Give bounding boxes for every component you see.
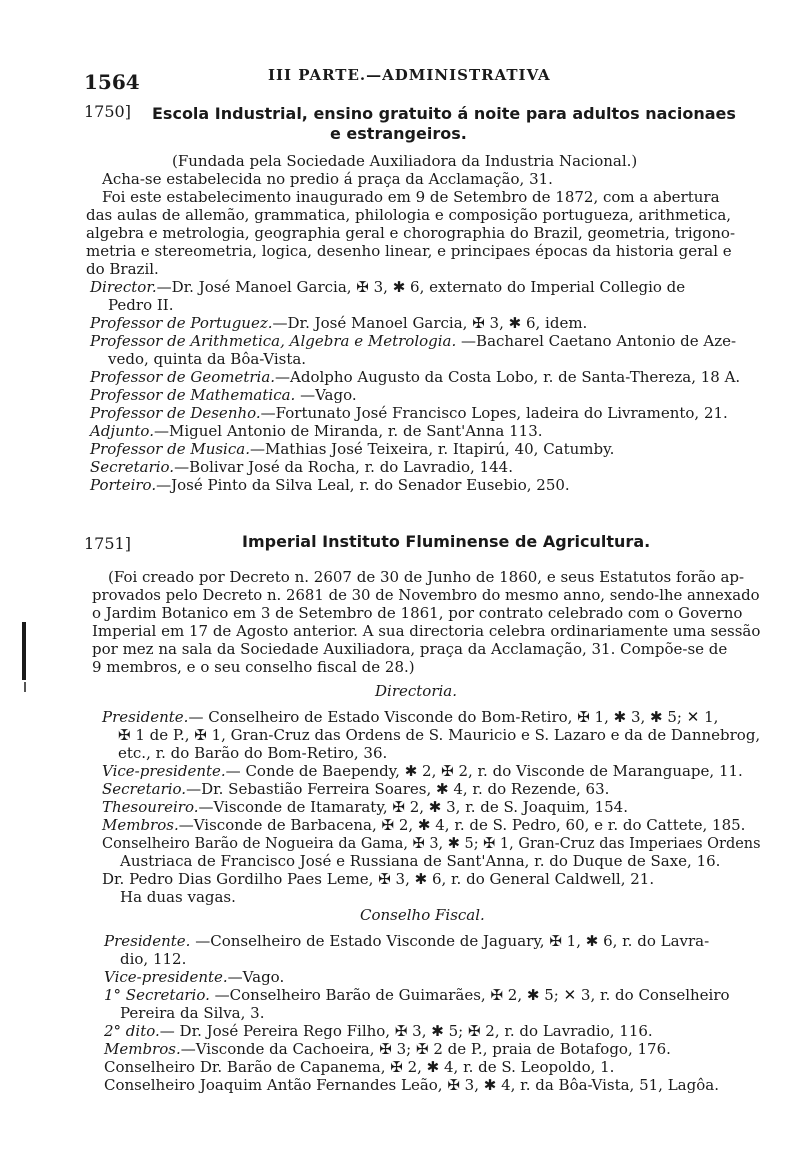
staff-entry [90, 314, 587, 332]
member-details: Conselheiro Dr. Barão de Capanema, ✠ 2, ✱ 4, r. de S. Leopoldo, 1. [104, 1058, 615, 1076]
member-details: dio, 112. [120, 950, 187, 968]
member-details: —Conselheiro Barão de Guimarães, ✠ 2, ✱ 5; ✕ 3, r. do Conselheiro [209, 986, 730, 1004]
staff-role: Professor de Mathematica. [90, 386, 296, 404]
section-1750-title-line2: e estrangeiros. [330, 124, 467, 143]
member-entry [120, 852, 720, 870]
member-entry [118, 744, 387, 762]
member-entry [104, 1040, 671, 1058]
section-1750-line: algebra e metrologia, geographia geral e chorographia do Brazil, geometria, trigono- [86, 224, 736, 242]
member-entry [102, 762, 743, 780]
member-details: Conselheiro Barão de Nogueira da Gama, ✠ 3, ✱ 5; ✠ 1, Gran-Cruz das Imperiaes Ordens [102, 834, 761, 852]
member-details: ✠ 1 de P., ✠ 1, Gran-Cruz das Ordens de S. Mauricio e S. Lazaro e da de Dannebrog, [118, 726, 761, 744]
member-entry [118, 726, 760, 744]
section-1750-line: metria e stereometria, logica, desenho linear, e principaes épocas da historia geral e [86, 242, 732, 260]
section-1751-intro: o Jardim Botanico em 3 de Setembro de 1861, por contrato celebrado com o Governo [92, 604, 743, 622]
staff-entry [108, 350, 306, 368]
staff-details: —Dr. José Manoel Garcia, ✠ 3, ✱ 6, externato do Imperial Collegio de [156, 278, 686, 296]
member-details: Dr. Pedro Dias Gordilho Paes Leme, ✠ 3, ✱ 6, r. do General Caldwell, 21. [102, 870, 655, 888]
member-details: etc., r. do Barão do Bom-Retiro, 36. [118, 744, 388, 762]
member-entry [102, 798, 628, 816]
member-role: 1° Secretario. [104, 986, 210, 1004]
member-entry [102, 780, 609, 798]
member-role: Vice-presidente. [104, 968, 228, 986]
member-details: Ha duas vagas. [120, 888, 236, 906]
member-details: —Visconde da Cachoeira, ✠ 3; ✠ 2 de P., praia de Botafogo, 176. [180, 1040, 671, 1058]
staff-details: —Bolivar José da Rocha, r. do Lavradio, 144. [174, 458, 513, 476]
member-details: — Dr. José Pereira Rego Filho, ✠ 3, ✱ 5; ✠ 2, r. do Lavradio, 116. [159, 1022, 653, 1040]
staff-role: Professor de Musica. [90, 440, 250, 458]
section-1750-number: 1750] [84, 102, 131, 121]
member-details: Austriaca de Francisco José e Russiana de Sant'Anna, r. do Duque de Saxe, 16. [120, 852, 721, 870]
member-entry [120, 950, 186, 968]
staff-entry [90, 368, 740, 386]
member-details: —Conselheiro de Estado Visconde de Jaguary, ✠ 1, ✱ 6, r. do Lavra- [190, 932, 710, 950]
staff-entry [90, 278, 685, 296]
member-details: — Conde de Baependy, ✱ 2, ✠ 2, r. do Visconde de Maranguape, 11. [225, 762, 743, 780]
member-entry [104, 1022, 653, 1040]
member-entry [104, 1076, 719, 1094]
member-details: Pereira da Silva, 3. [120, 1004, 265, 1022]
member-details: —Vago. [227, 968, 285, 986]
member-details: —Visconde de Itamaraty, ✠ 2, ✱ 3, r. de S. Joaquim, 154. [198, 798, 628, 816]
staff-details: —Vago. [295, 386, 357, 404]
staff-entry [90, 422, 543, 440]
member-role: Membros. [104, 1040, 181, 1058]
margin-ink-mark [22, 622, 26, 680]
member-role: Presidente. [104, 932, 191, 950]
section-1750-line: das aulas de allemão, grammatica, philologia e composição portugueza, arithmetica, [86, 206, 732, 224]
member-role: Presidente. [102, 708, 189, 726]
staff-details: —Adolpho Augusto da Costa Lobo, r. de Santa-Thereza, 18 A. [275, 368, 741, 386]
member-role: 2° dito. [104, 1022, 160, 1040]
section-1751-intro: (Foi creado por Decreto n. 2607 de 30 de Junho de 1860, e seus Estatutos forão ap- [108, 568, 745, 586]
section-1751-intro: por mez na sala da Sociedade Auxiliadora, praça da Acclamação, 31. Compõe-se de [92, 640, 728, 658]
staff-role: Professor de Desenho. [90, 404, 261, 422]
member-role: Thesoureiro. [102, 798, 199, 816]
page-number: 1564 [84, 70, 140, 94]
member-entry [102, 816, 745, 834]
member-details: —Dr. Sebastião Ferreira Soares, ✱ 4, r. do Rezende, 63. [186, 780, 610, 798]
staff-entry [108, 296, 174, 314]
staff-role: Professor de Portuguez. [90, 314, 273, 332]
member-details: —Visconde de Barbacena, ✠ 2, ✱ 4, r. de S. Pedro, 60, e r. do Cattete, 185. [178, 816, 746, 834]
staff-role: Adjunto. [90, 422, 154, 440]
staff-role: Professor de Geometria. [90, 368, 276, 386]
staff-entry [90, 458, 513, 476]
section-1751-intro: Imperial em 17 de Agosto anterior. A sua directoria celebra ordinariamente uma sessão [92, 622, 761, 640]
section-1750-note: (Fundada pela Sociedade Auxiliadora da Industria Nacional.) [172, 152, 638, 170]
section-1750-line: Foi este estabelecimento inaugurado em 9 de Setembro de 1872, com a abertura [102, 188, 720, 206]
staff-details: vedo, quinta da Bôa-Vista. [108, 350, 307, 368]
staff-entry [90, 404, 728, 422]
staff-entry [90, 332, 736, 350]
section-1750-title-line1: Escola Industrial, ensino gratuito á noite para adultos nacionaes [152, 104, 736, 123]
section-1751-number: 1751] [84, 534, 131, 553]
directoria-heading: Directoria. [375, 682, 458, 700]
staff-role: Director. [90, 278, 157, 296]
member-details: Conselheiro Joaquim Antão Fernandes Leão, ✠ 3, ✱ 4, r. da Bôa-Vista, 51, Lagôa. [104, 1076, 719, 1094]
member-entry [104, 1058, 614, 1076]
running-header: III PARTE.—ADMINISTRATIVA [268, 66, 551, 84]
member-entry [102, 870, 654, 888]
staff-role: Secretario. [90, 458, 175, 476]
member-entry [120, 1004, 264, 1022]
staff-details: —Fortunato José Francisco Lopes, ladeira do Livramento, 21. [260, 404, 728, 422]
staff-details: —Miguel Antonio de Miranda, r. de Sant'Anna 113. [153, 422, 543, 440]
member-role: Secretario. [102, 780, 187, 798]
member-entry [102, 708, 718, 726]
staff-entry [90, 476, 570, 494]
staff-entry [90, 386, 357, 404]
member-role: Membros. [102, 816, 179, 834]
staff-entry [90, 440, 614, 458]
member-entry [104, 932, 709, 950]
staff-details: Pedro II. [108, 296, 174, 314]
section-1750-line: do Brazil. [86, 260, 159, 278]
staff-details: —Mathias José Teixeira, r. Itapirú, 40, Catumby. [249, 440, 615, 458]
member-details: — Conselheiro de Estado Visconde do Bom-Retiro, ✠ 1, ✱ 3, ✱ 5; ✕ 1, [188, 708, 719, 726]
staff-details: —Bacharel Caetano Antonio de Aze- [456, 332, 737, 350]
section-1750-line: Acha-se estabelecida no predio á praça da Acclamação, 31. [102, 170, 553, 188]
staff-role: Porteiro. [90, 476, 157, 494]
member-entry [104, 968, 284, 986]
staff-role: Professor de Arithmetica, Algebra e Metrologia. [90, 332, 457, 350]
staff-details: —Dr. José Manoel Garcia, ✠ 3, ✱ 6, idem. [272, 314, 588, 332]
section-1751-title: Imperial Instituto Fluminense de Agricultura. [242, 532, 651, 551]
margin-ink-mark-small [24, 682, 26, 692]
member-entry [104, 986, 730, 1004]
member-entry [120, 888, 236, 906]
member-entry [102, 834, 761, 852]
section-1751-intro: 9 membros, e o seu conselho fiscal de 28.) [92, 658, 415, 676]
member-role: Vice-presidente. [102, 762, 226, 780]
staff-details: —José Pinto da Silva Leal, r. do Senador Eusebio, 250. [156, 476, 570, 494]
conselho-heading: Conselho Fiscal. [360, 906, 485, 924]
section-1751-intro: provados pelo Decreto n. 2681 de 30 de Novembro do mesmo anno, sendo-lhe annexado [92, 586, 760, 604]
